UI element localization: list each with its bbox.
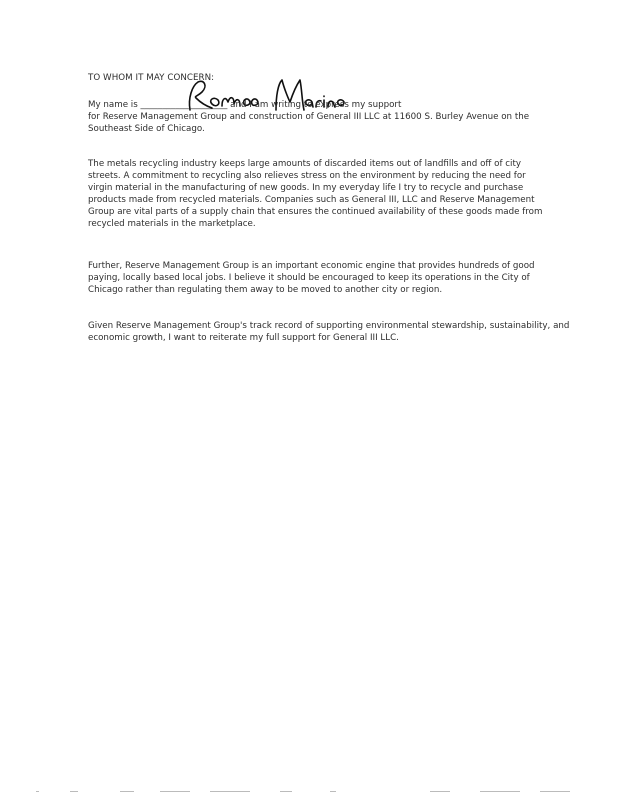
intro-paragraph (88, 99, 566, 135)
paragraph-line: products made from recycled materials. Companies such as General III, LLC and Reserve Management (88, 195, 535, 205)
paragraph-line: paying, locally based local jobs. I believe it should be encouraged to keep its operations in the City of (88, 273, 530, 283)
paragraph-line: virgin material in the manufacturing of new goods. In my everyday life I try to recycle and purchase (88, 183, 524, 193)
paragraph-line: The metals recycling industry keeps large amounts of discarded items out of landfills and off of city (88, 159, 521, 169)
paragraph-line: Given Reserve Management Group's track record of supporting environmental stewardship, sustainability, and (88, 321, 570, 331)
paragraph-line: economic growth, I want to reiterate my full support for General III LLC. (88, 333, 399, 343)
intro-line: Southeast Side of Chicago. (88, 124, 205, 134)
paragraph-line: Group are vital parts of a supply chain that ensures the continued availability of these goods made from (88, 207, 543, 217)
paragraph-line: streets. A commitment to recycling also relieves stress on the environment by reducing the need for (88, 171, 526, 181)
paragraph-line: recycled materials in the marketplace. (88, 219, 256, 229)
paragraph-closing (88, 320, 570, 344)
salutation: TO WHOM IT MAY CONCERN: (88, 73, 215, 83)
intro-line: My name is ____________________ and I am writing to express my support (88, 100, 402, 110)
paragraph-line: Further, Reserve Management Group is an important economic engine that provides hundreds of good (88, 261, 535, 271)
paragraph-line: Chicago rather than regulating them away to be moved to another city or region. (88, 285, 443, 295)
scan-noise-footer (30, 790, 588, 794)
paragraph-recycling (88, 158, 566, 230)
intro-line: for Reserve Management Group and construction of General III LLC at 11600 S. Burley Avenue on the (88, 112, 530, 122)
paragraph-economic (88, 260, 566, 296)
